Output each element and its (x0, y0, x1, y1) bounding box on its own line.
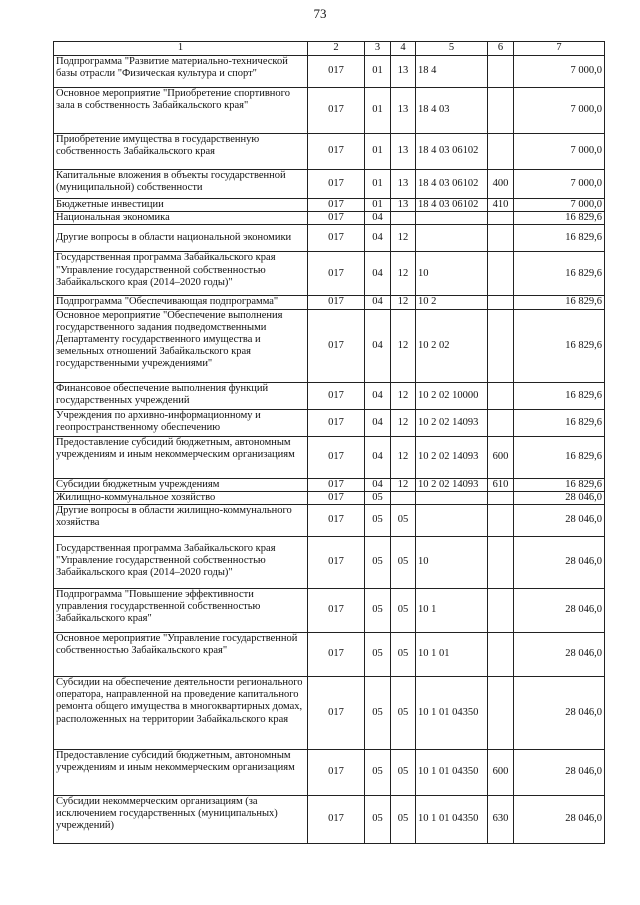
cell-admin-code: 017 (308, 212, 365, 225)
table-row (54, 309, 605, 382)
cell-section: 01 (365, 56, 391, 88)
cell-amount: 16 829,6 (514, 382, 605, 409)
cell-amount: 28 046,0 (514, 491, 605, 504)
cell-amount: 16 829,6 (514, 409, 605, 436)
cell-admin-code: 017 (308, 478, 365, 491)
column-header: 6 (488, 42, 514, 56)
cell-admin-code: 017 (308, 134, 365, 170)
column-header: 2 (308, 42, 365, 56)
column-header: 4 (391, 42, 416, 56)
cell-target-code: 18 4 03 (416, 88, 488, 134)
cell-amount: 28 046,0 (514, 796, 605, 844)
cell-section: 01 (365, 134, 391, 170)
cell-subsection: 12 (391, 309, 416, 382)
cell-expense-type (488, 491, 514, 504)
table-row (54, 436, 605, 478)
cell-target-code: 10 2 02 10000 (416, 382, 488, 409)
cell-section: 04 (365, 212, 391, 225)
row-name: Предоставление субсидий бюджетным, автономным учреждениям и иным некоммерческим организациям (54, 750, 308, 796)
row-name: Капитальные вложения в объекты государственной (муниципальной) собственности (54, 170, 308, 199)
row-name: Субсидии на обеспечение деятельности регионального оператора, направленной на проведение капитального ремонта общего имущества в многоквартирных домах, расположенных на территории Забайкальского края (54, 677, 308, 750)
column-header: 7 (514, 42, 605, 56)
row-name: Государственная программа Забайкальского края "Управление государственной собственностью Забайкальского края (2014–2020 годы)" (54, 537, 308, 589)
cell-amount: 16 829,6 (514, 436, 605, 478)
row-name: Подпрограмма "Повышение эффективности управления государственной собственностью Забайкальского края" (54, 589, 308, 633)
cell-target-code: 10 2 02 14093 (416, 436, 488, 478)
cell-target-code: 10 1 01 04350 (416, 677, 488, 750)
cell-target-code: 18 4 03 06102 (416, 199, 488, 212)
cell-amount: 28 046,0 (514, 589, 605, 633)
row-name: Приобретение имущества в государственную собственность Забайкальского края (54, 134, 308, 170)
cell-subsection: 12 (391, 478, 416, 491)
cell-target-code: 10 (416, 252, 488, 296)
cell-target-code: 10 1 (416, 589, 488, 633)
table-row (54, 212, 605, 225)
cell-amount: 16 829,6 (514, 296, 605, 309)
column-header: 3 (365, 42, 391, 56)
cell-target-code (416, 505, 488, 537)
cell-subsection: 12 (391, 409, 416, 436)
cell-subsection: 13 (391, 199, 416, 212)
cell-amount: 7 000,0 (514, 88, 605, 134)
cell-expense-type: 600 (488, 750, 514, 796)
cell-subsection: 05 (391, 796, 416, 844)
cell-section: 05 (365, 589, 391, 633)
cell-amount: 28 046,0 (514, 505, 605, 537)
table-row (54, 56, 605, 88)
page-number: 73 (313, 6, 327, 21)
cell-subsection: 05 (391, 505, 416, 537)
table-row (54, 199, 605, 212)
row-name: Учреждения по архивно-информационному и геопространственному обеспечению (54, 409, 308, 436)
cell-expense-type (488, 212, 514, 225)
table-row (54, 589, 605, 633)
cell-subsection: 05 (391, 589, 416, 633)
cell-admin-code: 017 (308, 88, 365, 134)
cell-amount: 16 829,6 (514, 309, 605, 382)
cell-amount: 7 000,0 (514, 56, 605, 88)
row-name: Основное мероприятие "Приобретение спортивного зала в собственность Забайкальского края" (54, 88, 308, 134)
cell-target-code: 10 1 01 (416, 633, 488, 677)
table-row (54, 296, 605, 309)
cell-expense-type (488, 225, 514, 252)
cell-subsection: 12 (391, 225, 416, 252)
cell-admin-code: 017 (308, 491, 365, 504)
cell-expense-type (488, 589, 514, 633)
row-name: Основное мероприятие "Обеспечение выполнения государственного задания подведомственными Департаменту государственного имущества и земельных отношений Забайкальского края государственными учреждениями" (54, 309, 308, 382)
cell-admin-code: 017 (308, 252, 365, 296)
cell-admin-code: 017 (308, 199, 365, 212)
cell-section: 04 (365, 309, 391, 382)
cell-admin-code: 017 (308, 750, 365, 796)
cell-expense-type (488, 382, 514, 409)
table-row (54, 505, 605, 537)
cell-section: 04 (365, 436, 391, 478)
cell-expense-type: 410 (488, 199, 514, 212)
cell-expense-type (488, 633, 514, 677)
row-name: Другие вопросы в области жилищно-коммунального хозяйства (54, 505, 308, 537)
row-name: Государственная программа Забайкальского края "Управление государственной собственностью Забайкальского края (2014–2020 годы)" (54, 252, 308, 296)
cell-amount: 16 829,6 (514, 478, 605, 491)
row-name: Национальная экономика (54, 212, 308, 225)
cell-admin-code: 017 (308, 796, 365, 844)
table-header-row (54, 42, 605, 56)
row-name: Другие вопросы в области национальной экономики (54, 225, 308, 252)
budget-table (53, 41, 605, 844)
cell-amount: 16 829,6 (514, 225, 605, 252)
cell-expense-type (488, 409, 514, 436)
cell-admin-code: 017 (308, 382, 365, 409)
cell-section: 04 (365, 252, 391, 296)
cell-section: 04 (365, 296, 391, 309)
cell-expense-type (488, 505, 514, 537)
cell-admin-code: 017 (308, 677, 365, 750)
row-name: Субсидии бюджетным учреждениям (54, 478, 308, 491)
cell-subsection (391, 212, 416, 225)
column-header: 1 (54, 42, 308, 56)
cell-target-code: 10 (416, 537, 488, 589)
row-name: Бюджетные инвестиции (54, 199, 308, 212)
table-row (54, 491, 605, 504)
cell-target-code: 10 1 01 04350 (416, 796, 488, 844)
cell-amount: 28 046,0 (514, 537, 605, 589)
cell-admin-code: 017 (308, 170, 365, 199)
cell-target-code (416, 212, 488, 225)
cell-subsection: 12 (391, 382, 416, 409)
cell-expense-type: 610 (488, 478, 514, 491)
row-name: Основное мероприятие "Управление государственной собственностью Забайкальского края" (54, 633, 308, 677)
cell-amount: 28 046,0 (514, 750, 605, 796)
cell-section: 05 (365, 796, 391, 844)
cell-amount: 7 000,0 (514, 170, 605, 199)
cell-subsection: 05 (391, 677, 416, 750)
cell-expense-type (488, 677, 514, 750)
cell-amount: 28 046,0 (514, 633, 605, 677)
cell-expense-type (488, 56, 514, 88)
table-row (54, 796, 605, 844)
cell-section: 01 (365, 170, 391, 199)
cell-admin-code: 017 (308, 409, 365, 436)
cell-subsection: 12 (391, 252, 416, 296)
cell-target-code: 10 2 02 14093 (416, 478, 488, 491)
cell-section: 04 (365, 225, 391, 252)
table-row (54, 252, 605, 296)
cell-section: 05 (365, 750, 391, 796)
cell-target-code: 18 4 03 06102 (416, 134, 488, 170)
cell-subsection: 12 (391, 436, 416, 478)
cell-section: 04 (365, 478, 391, 491)
cell-subsection: 05 (391, 633, 416, 677)
row-name: Жилищно-коммунальное хозяйство (54, 491, 308, 504)
cell-expense-type: 600 (488, 436, 514, 478)
cell-target-code: 18 4 (416, 56, 488, 88)
table-row (54, 633, 605, 677)
cell-expense-type: 400 (488, 170, 514, 199)
cell-subsection: 05 (391, 750, 416, 796)
cell-expense-type (488, 537, 514, 589)
cell-target-code (416, 491, 488, 504)
cell-section: 05 (365, 677, 391, 750)
cell-admin-code: 017 (308, 633, 365, 677)
row-name: Подпрограмма "Развитие материально-технической базы отрасли "Физическая культура и спорт" (54, 56, 308, 88)
cell-admin-code: 017 (308, 589, 365, 633)
row-name: Предоставление субсидий бюджетным, автономным учреждениям и иным некоммерческим организациям (54, 436, 308, 478)
table-row (54, 225, 605, 252)
cell-subsection: 12 (391, 296, 416, 309)
table-row (54, 170, 605, 199)
table-row (54, 382, 605, 409)
cell-admin-code: 017 (308, 56, 365, 88)
cell-section: 05 (365, 505, 391, 537)
cell-admin-code: 017 (308, 537, 365, 589)
cell-amount: 7 000,0 (514, 199, 605, 212)
table-row (54, 409, 605, 436)
cell-expense-type (488, 134, 514, 170)
cell-section: 04 (365, 409, 391, 436)
table-row (54, 537, 605, 589)
cell-admin-code: 017 (308, 436, 365, 478)
cell-admin-code: 017 (308, 225, 365, 252)
cell-section: 01 (365, 199, 391, 212)
table-row (54, 677, 605, 750)
cell-expense-type (488, 88, 514, 134)
table-row (54, 88, 605, 134)
cell-admin-code: 017 (308, 505, 365, 537)
cell-subsection: 13 (391, 56, 416, 88)
cell-section: 05 (365, 537, 391, 589)
cell-admin-code: 017 (308, 309, 365, 382)
cell-section: 01 (365, 88, 391, 134)
cell-target-code: 18 4 03 06102 (416, 170, 488, 199)
cell-admin-code: 017 (308, 296, 365, 309)
cell-subsection: 13 (391, 170, 416, 199)
cell-expense-type (488, 296, 514, 309)
cell-target-code (416, 225, 488, 252)
table-row (54, 478, 605, 491)
cell-section: 05 (365, 633, 391, 677)
cell-amount: 28 046,0 (514, 677, 605, 750)
cell-amount: 16 829,6 (514, 252, 605, 296)
cell-expense-type (488, 252, 514, 296)
cell-target-code: 10 2 (416, 296, 488, 309)
cell-amount: 7 000,0 (514, 134, 605, 170)
cell-section: 04 (365, 382, 391, 409)
cell-subsection (391, 491, 416, 504)
row-name: Субсидии некоммерческим организациям (за исключением государственных (муниципальных) учреждений) (54, 796, 308, 844)
row-name: Подпрограмма "Обеспечивающая подпрограмма" (54, 296, 308, 309)
table-row (54, 750, 605, 796)
cell-target-code: 10 2 02 (416, 309, 488, 382)
cell-section: 05 (365, 491, 391, 504)
cell-expense-type (488, 309, 514, 382)
cell-target-code: 10 2 02 14093 (416, 409, 488, 436)
table-row (54, 134, 605, 170)
row-name: Финансовое обеспечение выполнения функций государственных учреждений (54, 382, 308, 409)
cell-subsection: 13 (391, 134, 416, 170)
cell-subsection: 13 (391, 88, 416, 134)
column-header: 5 (416, 42, 488, 56)
cell-expense-type: 630 (488, 796, 514, 844)
cell-target-code: 10 1 01 04350 (416, 750, 488, 796)
cell-amount: 16 829,6 (514, 212, 605, 225)
cell-subsection: 05 (391, 537, 416, 589)
